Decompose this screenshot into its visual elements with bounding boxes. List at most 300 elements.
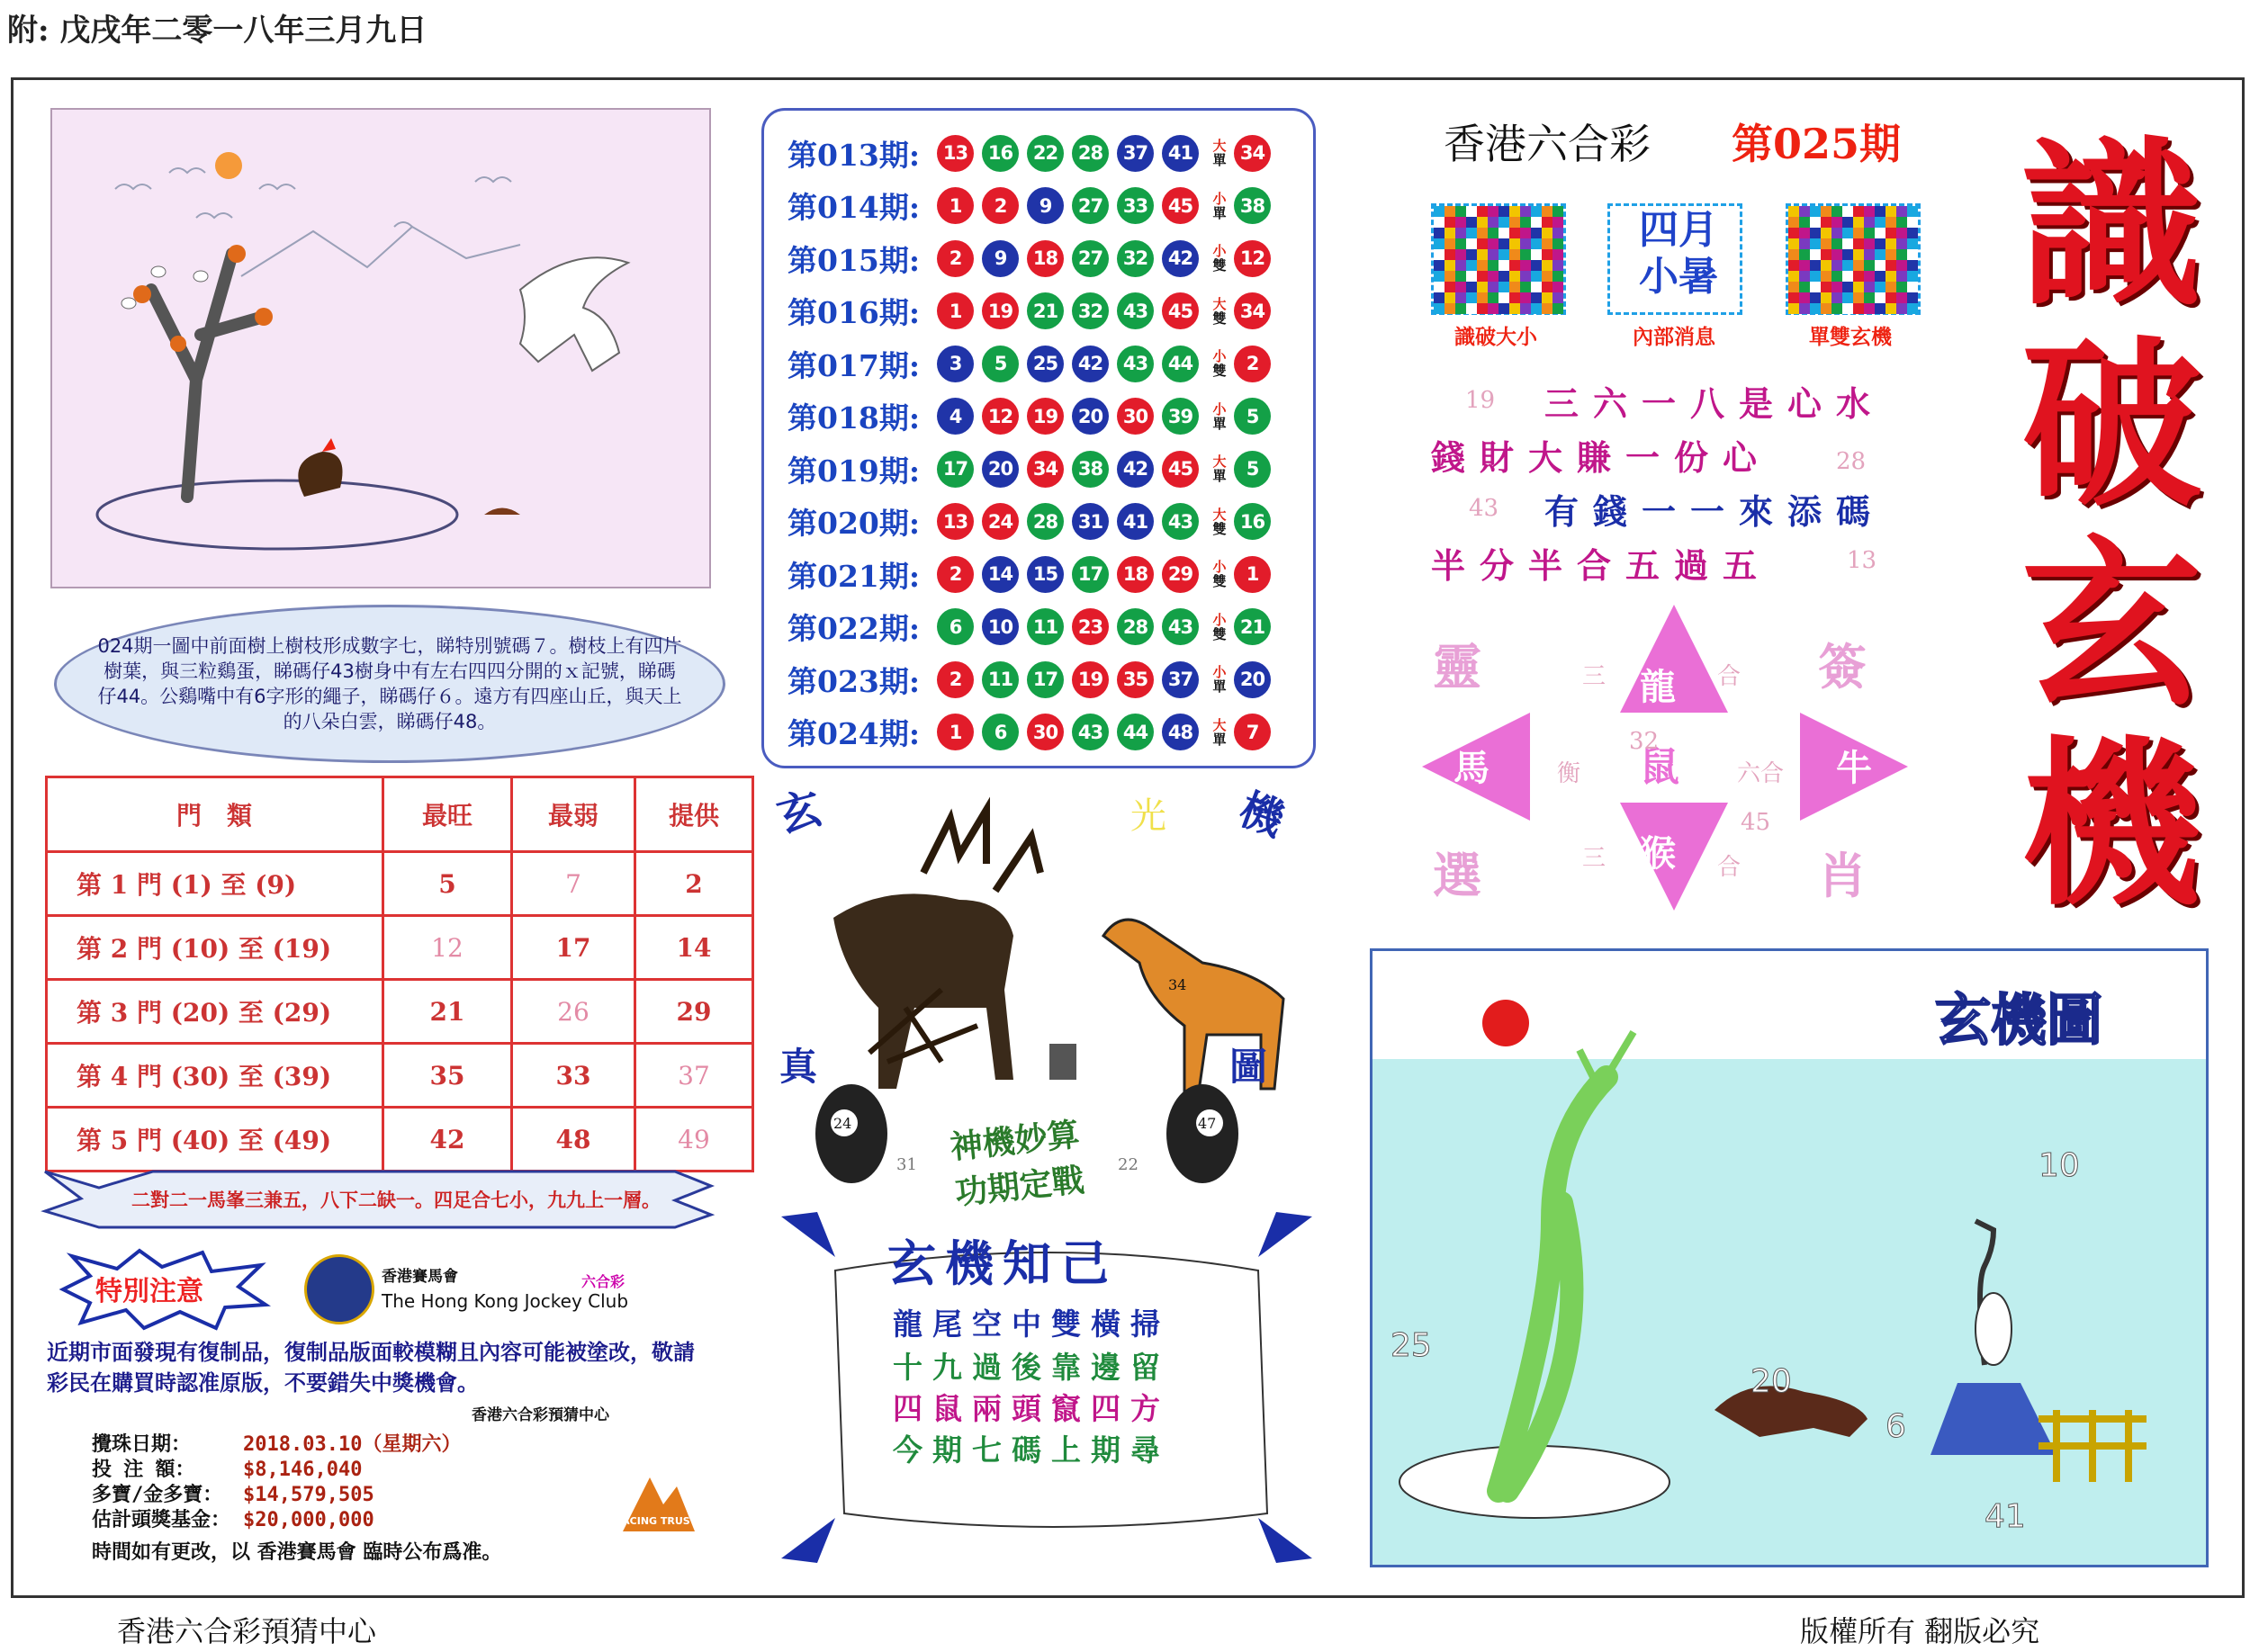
result-period: 第019期: <box>788 453 921 489</box>
ghost-number-19: 19 <box>1465 387 1496 414</box>
slogan <box>948 1109 1086 1214</box>
size-parity-tag <box>1207 454 1232 483</box>
mosaic-tile <box>1810 282 1821 292</box>
mosaic-tile <box>1821 282 1832 292</box>
gate-worst: 33 <box>512 1044 635 1108</box>
mosaic-tile <box>1886 292 1896 303</box>
ball: 28 <box>1027 503 1064 540</box>
ball: 32 <box>1117 240 1154 277</box>
ball: 43 <box>1162 608 1199 645</box>
mosaic-tile <box>1520 292 1531 303</box>
jockey-club-logo <box>304 1254 374 1324</box>
size-tag: 小 <box>1212 611 1227 628</box>
jockey-club-name-en: The Hong Kong Jockey Club <box>382 1290 629 1312</box>
lottery-title: 香港六合彩 <box>1444 120 1651 168</box>
mosaic-tile <box>1552 282 1563 292</box>
mosaic-tile <box>1455 260 1466 271</box>
box-label-size: 識破大小 <box>1454 326 1537 349</box>
mosaic-tile <box>1810 292 1821 303</box>
gate-worst: 17 <box>512 916 635 980</box>
dog-left-number: 24 <box>833 1115 852 1132</box>
gate-worst: 48 <box>512 1108 635 1172</box>
mosaic-tile <box>1864 260 1875 271</box>
mosaic-tile <box>1552 292 1563 303</box>
mosaic-tile <box>1520 260 1531 271</box>
mosaic-tile <box>1832 292 1842 303</box>
mosaic-tile <box>1896 217 1907 228</box>
mosaic-tile <box>1444 206 1455 217</box>
mosaic-tile <box>1864 282 1875 292</box>
mosaic-tile <box>1799 228 1810 238</box>
ball: 45 <box>1162 187 1199 224</box>
jockey-club-name-cn: 香港賽馬會 <box>382 1268 458 1286</box>
mosaic-tile <box>1477 303 1488 314</box>
mosaic-tile <box>1875 238 1886 249</box>
mosaic-tile <box>1788 206 1799 217</box>
parity-tag: 單 <box>1212 731 1227 748</box>
mosaic-tile <box>1842 260 1853 271</box>
mosaic-tile <box>1832 303 1842 314</box>
mosaic-tile <box>1552 303 1563 314</box>
ball: 45 <box>1162 292 1199 329</box>
mosaic-tile <box>1531 228 1542 238</box>
mosaic-tile <box>1886 271 1896 282</box>
ball: 11 <box>1027 608 1064 645</box>
mosaic-pattern <box>1434 206 1563 312</box>
compass-bottom: 猴 <box>1640 832 1676 875</box>
bet-value: $8,146,040 <box>243 1459 363 1481</box>
mosaic-tile <box>1875 228 1886 238</box>
parity-tag: 雙 <box>1212 520 1227 537</box>
mosaic-tile <box>1498 249 1509 260</box>
size-parity-tag <box>1207 139 1232 167</box>
ball: 44 <box>1162 346 1199 382</box>
mosaic-tile <box>1896 260 1907 271</box>
mosaic-tile <box>1875 292 1886 303</box>
mosaic-tile <box>1509 271 1520 282</box>
riddle-text: 024期一圖中前面樹上樹枝形成數字七，睇特別號碼７。樹枝上有四片樹葉，與三粒鷄蛋，睇碼仔43樹身中有左右四四分開的ｘ記號，睇碼仔44。公鷄嘴中有6字形的繩子，睇碼仔６。遠方有四座山丘，與天上的八朵白雲，睇碼仔48。 <box>97 635 682 732</box>
special-ball: 16 <box>1234 503 1271 540</box>
mosaic-tile <box>1886 228 1896 238</box>
mosaic-tile <box>1552 228 1563 238</box>
mosaic-tile <box>1488 282 1498 292</box>
slogan-line-1: 神機妙算 <box>948 1115 1082 1167</box>
mosaic-tile <box>1810 249 1821 260</box>
mosaic-tile <box>1907 206 1918 217</box>
gate-offer: 37 <box>635 1044 753 1108</box>
mosaic-tile <box>1498 303 1509 314</box>
mosaic-tile <box>1552 271 1563 282</box>
mosaic-tile <box>1520 303 1531 314</box>
mosaic-tile <box>1864 238 1875 249</box>
mosaic-tile <box>1907 292 1918 303</box>
mosaic-tile <box>1509 303 1520 314</box>
mosaic-tile <box>1542 238 1552 249</box>
gate-best: 21 <box>383 980 512 1044</box>
dog-right-number: 47 <box>1198 1115 1217 1132</box>
big-title-char-2: 破 <box>2020 319 2201 531</box>
mosaic-tile <box>1466 249 1477 260</box>
right-poem-2: 錢財大賺一份心 <box>1431 437 1772 478</box>
size-parity-tag <box>1207 244 1232 273</box>
mosaic-tile <box>1821 238 1832 249</box>
mosaic-tile <box>1498 206 1509 217</box>
mosaic-tile <box>1477 249 1488 260</box>
parity-tag: 單 <box>1212 468 1227 484</box>
mosaic-tile <box>1520 228 1531 238</box>
mosaic-tile <box>1520 238 1531 249</box>
parity-tag: 單 <box>1212 152 1227 168</box>
mosaic-tile <box>1842 282 1853 292</box>
mosaic-tile <box>1542 271 1552 282</box>
month-line-1: 四月 <box>1639 207 1718 253</box>
ball: 45 <box>1162 451 1199 488</box>
special-ball: 1 <box>1234 556 1271 593</box>
right-poem-4: 半分半合五過五 <box>1431 545 1772 586</box>
result-row <box>788 127 1279 179</box>
mosaic-tile <box>1552 260 1563 271</box>
round-char-right: 圖 <box>1229 1045 1268 1089</box>
mosaic-tile <box>1788 249 1799 260</box>
header-best: 最旺 <box>383 777 512 852</box>
table-row <box>47 1044 753 1108</box>
result-period: 第016期: <box>788 295 921 330</box>
ball: 24 <box>982 503 1019 540</box>
mosaic-tile <box>1488 271 1498 282</box>
right-poem-3: 有錢一一來添碼 <box>1544 491 1886 532</box>
mosaic-tile <box>1531 282 1542 292</box>
right-poem-1: 三六一八是心水 <box>1544 383 1886 424</box>
mosaic-pattern <box>1788 206 1918 312</box>
mosaic-tile <box>1434 303 1444 314</box>
mosaic-tile <box>1444 217 1455 228</box>
draw-date-value: 2018.03.10（星期六） <box>243 1433 462 1456</box>
mosaic-tile <box>1875 260 1886 271</box>
mosaic-tile <box>1488 238 1498 249</box>
mosaic-tile <box>1842 303 1853 314</box>
mosaic-tile <box>1477 292 1488 303</box>
mosaic-tile <box>1896 292 1907 303</box>
mosaic-tile <box>1896 282 1907 292</box>
parity-tag: 雙 <box>1212 573 1227 589</box>
mosaic-tile <box>1788 303 1799 314</box>
ball: 39 <box>1162 398 1199 435</box>
mosaic-tile <box>1466 282 1477 292</box>
mosaic-tile <box>1875 249 1886 260</box>
mosaic-tile <box>1896 228 1907 238</box>
ball: 1 <box>937 292 974 329</box>
mosaic-tile <box>1896 271 1907 282</box>
ball: 29 <box>1162 556 1199 593</box>
result-period: 第013期: <box>788 137 921 173</box>
special-ball: 7 <box>1234 714 1271 750</box>
special-ball: 2 <box>1234 346 1271 382</box>
mosaic-tile <box>1832 228 1842 238</box>
compass-qian: 簽 <box>1818 638 1867 696</box>
gate-table <box>45 776 754 1172</box>
compass-center: 鼠 <box>1640 744 1679 790</box>
mosaic-tile <box>1832 206 1842 217</box>
size-parity-tag <box>1207 718 1232 747</box>
mosaic-tile <box>1821 271 1832 282</box>
ifha-text: IFHA RACING TRUST MARK <box>584 1515 734 1527</box>
ball: 21 <box>1027 292 1064 329</box>
mosaic-tile <box>1886 260 1896 271</box>
mosaic-tile <box>1810 271 1821 282</box>
mosaic-tile <box>1875 271 1886 282</box>
gate-offer: 49 <box>635 1108 753 1172</box>
mosaic-tile <box>1531 217 1542 228</box>
mosaic-tile <box>1907 282 1918 292</box>
ball: 2 <box>937 556 974 593</box>
mosaic-tile <box>1509 292 1520 303</box>
ball: 13 <box>937 135 974 172</box>
mosaic-tile <box>1455 228 1466 238</box>
mosaic-tile <box>1853 292 1864 303</box>
banner-text: 二對二一馬峯三兼五，八下二缺一。四足合七小，九九上一層。 <box>131 1190 661 1211</box>
mosaic-tile <box>1907 217 1918 228</box>
mosaic-tile <box>1531 238 1542 249</box>
mosaic-tile <box>1853 228 1864 238</box>
ball: 19 <box>982 292 1019 329</box>
ball: 28 <box>1117 608 1154 645</box>
ghost-number-13: 13 <box>1847 547 1877 574</box>
mosaic-tile <box>1466 228 1477 238</box>
ball: 2 <box>982 187 1019 224</box>
mosaic-tile <box>1509 238 1520 249</box>
draw-date-label: 攪珠日期： <box>92 1433 192 1456</box>
mosaic-tile <box>1864 271 1875 282</box>
ball: 44 <box>1117 714 1154 750</box>
mosaic-tile <box>1509 249 1520 260</box>
ball: 4 <box>937 398 974 435</box>
ghost-number-28: 28 <box>1836 448 1867 475</box>
mosaic-tile <box>1488 217 1498 228</box>
special-ball: 5 <box>1234 451 1271 488</box>
header-worst: 最弱 <box>512 777 635 852</box>
results-panel <box>761 108 1316 768</box>
mosaic-tile <box>1886 217 1896 228</box>
mosaic-tile <box>1434 260 1444 271</box>
result-row <box>788 285 1279 337</box>
gate-worst: 7 <box>512 852 635 916</box>
parity-tag: 雙 <box>1212 310 1227 327</box>
mosaic-tile <box>1531 303 1542 314</box>
mosaic-tile <box>1498 292 1509 303</box>
mosaic-tile <box>1821 292 1832 303</box>
mark-six-logo: 六合彩 <box>581 1273 626 1290</box>
mosaic-tile <box>1509 228 1520 238</box>
header-date: 附: 戊戌年二零一八年三月九日 <box>7 13 428 49</box>
mosaic-tile <box>1907 238 1918 249</box>
mosaic-tile <box>1788 217 1799 228</box>
mosaic-tile <box>1799 303 1810 314</box>
result-row <box>788 653 1279 705</box>
mosaic-tile <box>1875 206 1886 217</box>
ball: 27 <box>1072 240 1109 277</box>
notice-body: 近期市面發現有復制品，復制品版面較模糊且內容可能被塗改，敬請彩民在購買時認准原版，不要錯失中獎機會。 <box>47 1340 695 1396</box>
mosaic-tile <box>1455 271 1466 282</box>
compass-number-45: 45 <box>1741 809 1771 836</box>
mosaic-tile <box>1444 249 1455 260</box>
compass-left: 馬 <box>1454 747 1490 789</box>
mosaic-tile <box>1864 303 1875 314</box>
mosaic-tile <box>1821 217 1832 228</box>
pic2-number-6: 6 <box>1886 1408 1906 1445</box>
mosaic-tile <box>1520 206 1531 217</box>
mosaic-tile <box>1907 228 1918 238</box>
mosaic-tile <box>1477 260 1488 271</box>
issue-number: 第025期 <box>1732 120 1902 168</box>
ball: 2 <box>937 661 974 698</box>
mosaic-tile <box>1477 282 1488 292</box>
ball: 43 <box>1162 503 1199 540</box>
size-tag: 小 <box>1212 400 1227 417</box>
size-tag: 小 <box>1212 348 1227 364</box>
pic2-number-25: 25 <box>1390 1327 1432 1364</box>
parity-tag: 雙 <box>1212 625 1227 642</box>
mosaic-tile <box>1810 260 1821 271</box>
result-period: 第023期: <box>788 663 921 699</box>
bet-label: 投 注 額： <box>92 1459 195 1481</box>
table-row <box>47 916 753 980</box>
ball: 33 <box>1117 187 1154 224</box>
result-period: 第020期: <box>788 506 921 541</box>
fund-value: $20,000,000 <box>243 1509 374 1531</box>
footer-right: 版權所有 翻版必究 <box>1800 1614 2040 1648</box>
mosaic-tile <box>1799 249 1810 260</box>
ball: 2 <box>937 240 974 277</box>
big-title-char-4: 機 <box>2020 719 2201 930</box>
mosaic-tile <box>1799 217 1810 228</box>
result-row <box>788 180 1279 232</box>
ball: 37 <box>1117 135 1154 172</box>
special-ball: 5 <box>1234 398 1271 435</box>
ball: 25 <box>1027 346 1064 382</box>
mosaic-tile <box>1498 260 1509 271</box>
result-row <box>788 391 1279 443</box>
result-period: 第015期: <box>788 242 921 278</box>
footer-left: 香港六合彩預猜中心 <box>117 1614 377 1648</box>
mosaic-tile <box>1455 238 1466 249</box>
size-tag: 大 <box>1212 716 1227 733</box>
mosaic-tile <box>1531 292 1542 303</box>
mosaic-tile <box>1542 228 1552 238</box>
compass-he-bottom: 合 <box>1717 854 1742 881</box>
riddle-picture <box>50 108 711 588</box>
corner-char-left: 玄 <box>771 782 827 843</box>
mosaic-tile <box>1799 260 1810 271</box>
ball: 43 <box>1072 714 1109 750</box>
mosaic-tile <box>1434 238 1444 249</box>
ball: 43 <box>1117 292 1154 329</box>
size-parity-tag <box>1207 613 1232 642</box>
box-label-oddeven: 單雙玄機 <box>1809 326 1892 349</box>
size-tag: 大 <box>1212 295 1227 312</box>
special-ball: 34 <box>1234 292 1271 329</box>
ball: 18 <box>1117 556 1154 593</box>
mosaic-tile <box>1466 217 1477 228</box>
ball: 42 <box>1117 451 1154 488</box>
mosaic-tile <box>1832 271 1842 282</box>
ball: 42 <box>1072 346 1109 382</box>
mosaic-tile <box>1434 206 1444 217</box>
mosaic-tile <box>1542 217 1552 228</box>
mosaic-tile <box>1466 303 1477 314</box>
mosaic-tile <box>1788 260 1799 271</box>
number-31: 31 <box>896 1155 917 1174</box>
mosaic-tile <box>1799 271 1810 282</box>
notice-org: 香港六合彩預猜中心 <box>472 1406 609 1424</box>
ball: 38 <box>1072 451 1109 488</box>
result-row <box>788 706 1279 759</box>
size-parity-tag <box>1207 507 1232 536</box>
mosaic-tile <box>1477 228 1488 238</box>
mosaic-tile <box>1434 228 1444 238</box>
ball: 18 <box>1027 240 1064 277</box>
mosaic-tile <box>1853 206 1864 217</box>
month-text <box>1616 207 1742 301</box>
size-tag: 大 <box>1212 138 1227 154</box>
gate-best: 12 <box>383 916 512 980</box>
result-row <box>788 443 1279 495</box>
result-period: 第024期: <box>788 716 921 751</box>
mosaic-tile <box>1875 217 1886 228</box>
size-parity-tag <box>1207 402 1232 431</box>
mosaic-tile <box>1444 282 1455 292</box>
mosaic-tile <box>1488 292 1498 303</box>
mosaic-tile <box>1455 249 1466 260</box>
mosaic-box-oddeven <box>1786 203 1921 315</box>
ball: 12 <box>982 398 1019 435</box>
mosaic-tile <box>1488 303 1498 314</box>
mosaic-tile <box>1799 238 1810 249</box>
time-note: 時間如有更改，以 香港賽馬會 臨時公布爲准。 <box>92 1541 502 1564</box>
mosaic-tile <box>1444 260 1455 271</box>
zodiac-compass <box>1422 605 1926 920</box>
mosaic-tile <box>1531 271 1542 282</box>
slogan-line-2: 功期定戰 <box>953 1161 1086 1213</box>
box-label-news: 內部消息 <box>1633 326 1715 349</box>
mosaic-tile <box>1810 206 1821 217</box>
mosaic-tile <box>1498 228 1509 238</box>
mosaic-tile <box>1842 228 1853 238</box>
header-offer: 提供 <box>635 777 753 852</box>
mosaic-tile <box>1455 217 1466 228</box>
ball: 17 <box>937 451 974 488</box>
mosaic-tile <box>1821 206 1832 217</box>
big-title <box>2003 120 2219 930</box>
month-line-2: 小暑 <box>1639 254 1718 300</box>
scroll-line-4: 今期七碼上期尋 <box>893 1432 1170 1468</box>
gate-worst: 26 <box>512 980 635 1044</box>
gate-offer: 2 <box>635 852 753 916</box>
mosaic-tile <box>1444 271 1455 282</box>
table-row <box>47 1108 753 1172</box>
result-row <box>788 548 1279 600</box>
result-row <box>788 601 1279 653</box>
gate-table-header <box>47 777 753 852</box>
mosaic-tile <box>1832 217 1842 228</box>
ball: 48 <box>1162 714 1199 750</box>
size-tag: 小 <box>1212 559 1227 575</box>
mosaic-tile <box>1509 217 1520 228</box>
compass-number-32: 32 <box>1629 728 1660 755</box>
mosaic-tile <box>1455 303 1466 314</box>
mosaic-tile <box>1886 238 1896 249</box>
mosaic-tile <box>1907 260 1918 271</box>
mosaic-tile <box>1853 238 1864 249</box>
